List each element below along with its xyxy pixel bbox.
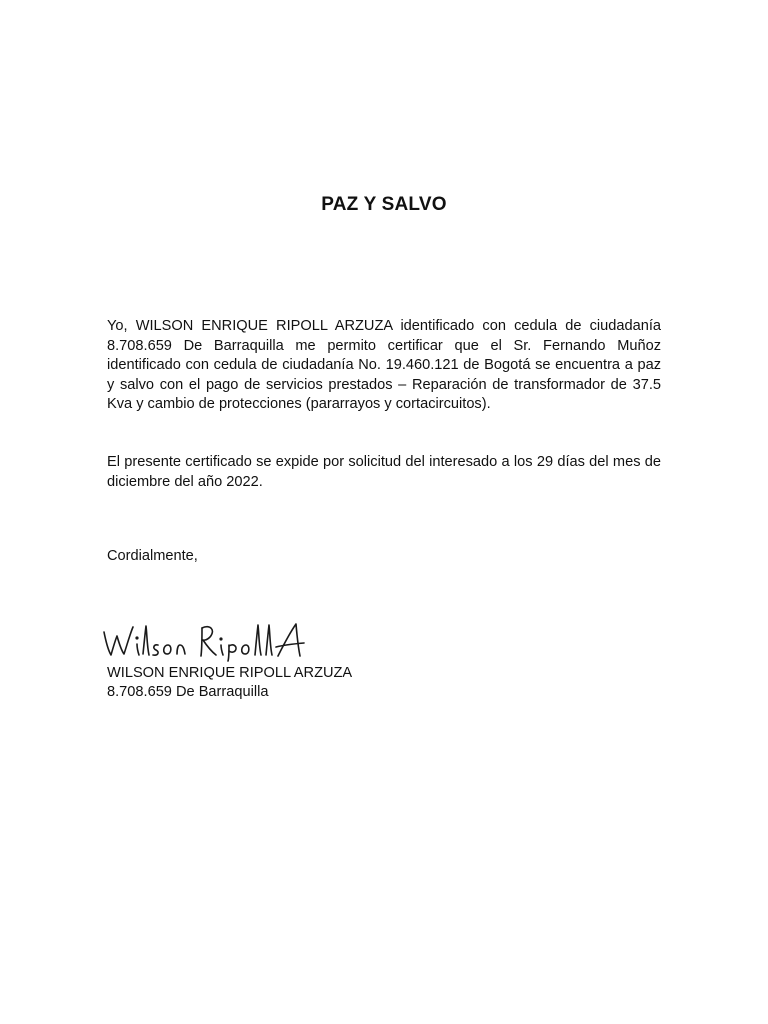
issuance-paragraph: El presente certificado se expide por solicitud del interesado a los 29 días del mes de diciembre del año 2022. <box>107 454 661 490</box>
document-title: PAZ Y SALVO <box>321 194 447 215</box>
closing-salutation: Cordialmente, <box>107 548 198 564</box>
signer-name: WILSON ENRIQUE RIPOLL ARZUZA <box>107 665 353 681</box>
handwritten-signature <box>100 614 315 662</box>
certification-paragraph: Yo, WILSON ENRIQUE RIPOLL ARZUZA identificado con cedula de ciudadanía 8.708.659 De Barraquilla me permito certificar que el Sr. Fernando Muñoz identificado con cedula de ciudadanía No. 19.460.121 de Bogotá se encuentra a paz y salvo con el pago de servicios prestados – Reparación de transformador de 37.5 Kva y cambio de protecciones (pararrayos y cortacircuitos). <box>107 318 661 412</box>
signer-id-number: 8.708.659 De Barraquilla <box>107 684 269 700</box>
